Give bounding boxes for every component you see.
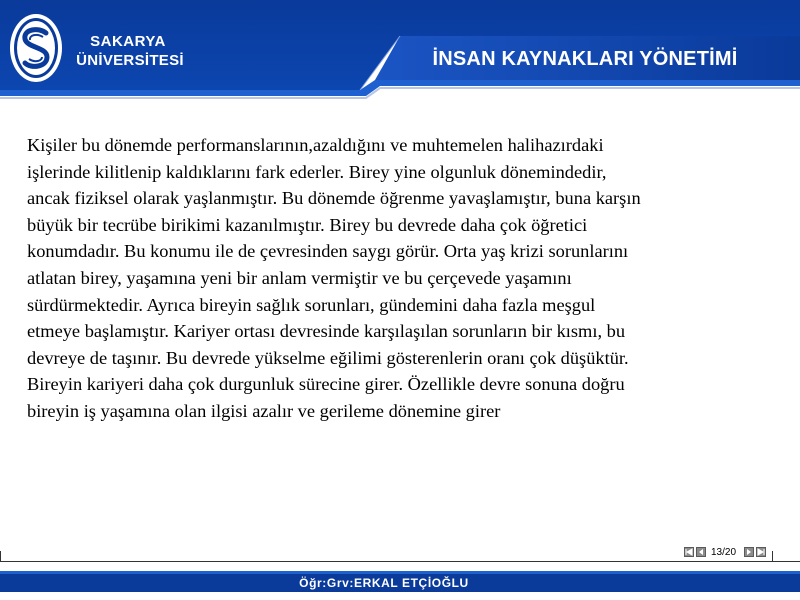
university-name-line1: SAKARYA [90,33,166,50]
next-page-icon[interactable] [744,547,754,557]
body-line: etmeye başlamıştır. Kariyer ortası devresinde karşılaşılan sorunların bir kısmı, bu [27,321,626,342]
bottom-divider-tick-right [772,551,773,562]
body-line: sürdürmektedir. Ayrıca bireyin sağlık sorunları, gündemini daha fazla meşgul [27,294,596,315]
bottom-divider [0,561,800,562]
body-line: işlerinde kilitlenip kaldıklarını fark ederler. Birey yine olgunluk dönemindedir, [27,161,607,182]
footer-author: Öğr:Grv:ERKAL ETÇİOĞLU [299,576,469,590]
body-line: ancak fiziksel olarak yaşlanmıştır. Bu dönemde öğrenme yavaşlamıştır, buna karşın [27,188,641,209]
body-line: büyük bir tecrübe birikimi kazanılmıştır. Birey bu devrede daha çok öğretici [27,214,588,235]
first-page-icon[interactable] [684,547,694,557]
university-name-line2: ÜNİVERSİTESİ [76,52,184,69]
course-title: İNSAN KAYNAKLARI YÖNETİMİ [432,48,738,70]
bottom-divider-tick-left [0,551,1,562]
page-indicator: 13/20 [711,546,737,558]
body-line: Bireyin kariyeri daha çok durgunluk sürecine girer. Özellikle devre sonuna doğru [27,374,625,395]
previous-page-icon[interactable] [696,547,706,557]
last-page-icon[interactable] [756,547,766,557]
slide-header [0,0,800,100]
body-line: konumdadır. Bu konumu ile de çevresinden saygı görür. Orta yaş krizi sorunlarını [27,241,629,262]
slide-body-text [27,132,779,425]
body-line: atlatan birey, yaşamına yeni bir anlam vermiştir ve bu çerçevede yaşamını [27,267,572,288]
slide-navigation [684,546,766,558]
body-line: Kişiler bu dönemde performanslarının,azaldığını ve muhtemelen halihazırdaki [27,135,604,155]
body-line: devreye de taşınır. Bu devrede yükselme eğilimi gösterenlerin oranı çok düşüktür. [27,347,629,368]
sakarya-university-logo-icon [9,13,63,83]
body-line: bireyin iş yaşamına olan ilgisi azalır ve gerileme dönemine girer [27,400,501,421]
